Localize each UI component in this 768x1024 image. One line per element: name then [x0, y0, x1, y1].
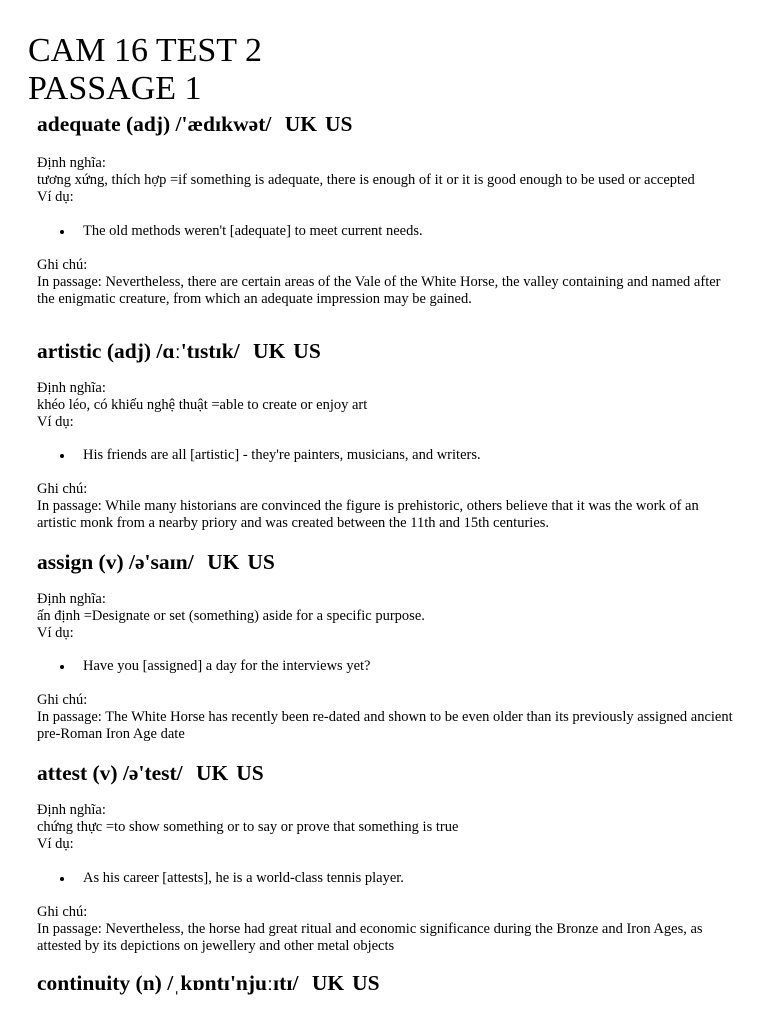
us-pronunciation-link[interactable]: US [247, 550, 275, 574]
definition-text: ấn định =Designate or set (something) aside for a specific purpose. [37, 608, 425, 624]
us-pronunciation-link[interactable]: US [236, 761, 264, 785]
us-pronunciation-link[interactable]: US [293, 339, 321, 363]
uk-pronunciation-link[interactable]: UK [311, 971, 345, 995]
example-item: Have you [assigned] a day for the interviews yet? [37, 658, 737, 675]
definition-text: khéo léo, có khiếu nghệ thuật =able to create or enjoy art [37, 397, 368, 413]
uk-pronunciation-link[interactable]: UK [284, 112, 317, 136]
uk-pronunciation-link[interactable]: UK [207, 550, 240, 574]
example-label: Ví dụ: [37, 836, 74, 852]
headword [37, 338, 737, 364]
headword [37, 549, 737, 575]
vocab-entry-attest [37, 760, 737, 955]
headword [37, 970, 737, 996]
headword-text: attest (v) /ə'test/ [37, 761, 183, 785]
example-item: As his career [attests], he is a world-class tennis player. [37, 870, 737, 887]
document-title-line-1: CAM 16 TEST 2 [28, 32, 262, 69]
definition-block [37, 591, 737, 642]
vocab-entry-continuity [37, 970, 737, 996]
definition-label: Định nghĩa: [37, 591, 106, 607]
document-title-line-2: PASSAGE 1 [28, 70, 202, 107]
note-label: Ghi chú: [37, 904, 88, 920]
headword-text: adequate (adj) /'ædɪkwət/ [37, 112, 272, 136]
headword [37, 111, 737, 137]
definition-text: tương xứng, thích hợp =if something is adequate, there is enough of it or it is good enough to be used or accepted [37, 172, 695, 188]
example-list [37, 447, 737, 464]
example-list [37, 658, 737, 675]
example-label: Ví dụ: [37, 414, 74, 430]
headword-text: assign (v) /ə'saɪn/ [37, 550, 194, 574]
definition-block [37, 155, 737, 206]
note-block [37, 481, 737, 532]
example-list [37, 870, 737, 887]
vocab-entry-adequate [37, 111, 737, 308]
uk-pronunciation-link[interactable]: UK [196, 761, 229, 785]
example-item: The old methods weren't [adequate] to meet current needs. [37, 223, 737, 240]
headword-text: continuity (n) /ˌkɒntɪ'njuːɪtɪ/ [37, 971, 299, 995]
definition-label: Định nghĩa: [37, 802, 106, 818]
uk-pronunciation-link[interactable]: UK [253, 339, 286, 363]
headword-text: artistic (adj) /ɑː'tɪstɪk/ [37, 339, 240, 363]
example-item: His friends are all [artistic] - they're painters, musicians, and writers. [37, 447, 737, 464]
definition-label: Định nghĩa: [37, 380, 106, 396]
definition-block [37, 380, 737, 431]
note-label: Ghi chú: [37, 692, 88, 708]
definition-text: chứng thực =to show something or to say or prove that something is true [37, 819, 459, 835]
headword [37, 760, 737, 786]
vocab-entry-assign [37, 549, 737, 743]
note-block [37, 692, 737, 743]
example-list [37, 223, 737, 240]
us-pronunciation-link[interactable]: US [352, 971, 380, 995]
document-title [28, 32, 262, 108]
vocab-entry-artistic [37, 338, 737, 532]
definition-label: Định nghĩa: [37, 155, 106, 171]
note-label: Ghi chú: [37, 257, 88, 273]
note-text: In passage: Nevertheless, the horse had great ritual and economic significance during the Bronze and Iron Ages, as attested by its depictions on jewellery and other metal objects [37, 921, 703, 954]
example-label: Ví dụ: [37, 625, 74, 641]
note-text: In passage: Nevertheless, there are certain areas of the Vale of the White Horse, the valley containing and named after the enigmatic creature, from which an adequate impression may be gained. [37, 274, 721, 307]
us-pronunciation-link[interactable]: US [324, 112, 353, 136]
note-label: Ghi chú: [37, 481, 88, 497]
note-block [37, 904, 737, 955]
definition-block [37, 802, 737, 853]
example-label: Ví dụ: [37, 189, 74, 205]
note-text: In passage: The White Horse has recently been re-dated and shown to be even older than its previously assigned ancient pre-Roman Iron Age date [37, 709, 733, 742]
note-text: In passage: While many historians are convinced the figure is prehistoric, others believe that it was the work of an artistic monk from a nearby priory and was created between the 11th and 15th centuries. [37, 498, 699, 531]
note-block [37, 257, 737, 308]
